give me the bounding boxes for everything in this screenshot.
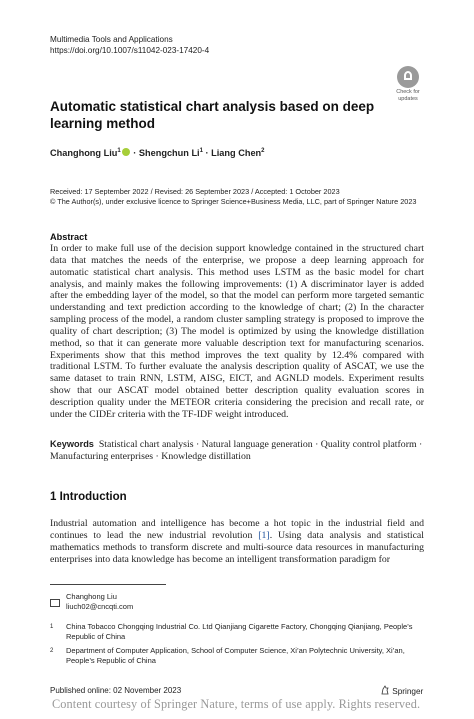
article-history: [50, 187, 416, 207]
badge-line2: updates: [398, 96, 418, 102]
published-date: Published online: 02 November 2023: [50, 686, 182, 695]
citation-link[interactable]: [1]: [258, 529, 270, 541]
keywords-block: [50, 439, 424, 463]
keywords-label: Keywords: [50, 439, 94, 449]
introduction-heading: 1 Introduction: [50, 491, 127, 503]
courtesy-notice: Content courtesy of Springer Nature, terms of use apply. Rights reserved.: [52, 697, 421, 711]
copyright-line: © The Author(s), under exclusive licence to Springer Science+Business Media, LLC, part of Springer Nature 2023: [50, 197, 417, 206]
envelope-icon: [50, 594, 66, 612]
keywords-text: Statistical chart analysis · Natural language generation · Quality control platform · Manufacturing enterprises · Knowledge distillation: [50, 439, 423, 462]
author-name[interactable]: Changhong Liu: [50, 148, 118, 159]
footnote-text: Department of Computer Application, School of Computer Science, Xi’an Polytechnic University, Xi’an, People’s Republic of China: [66, 646, 405, 665]
springer-horse-icon: [380, 685, 390, 695]
abstract-text: In order to make full use of the decision support knowledge contained in the structured chart data that matches the needs of the enterprise, we propose a deep learning approach for automatic statistical chart analysis. This method uses LSTM as the basic model for chart analysis, and mainly makes the following improvements: (1) A discriminator layer is added after the embedding layer of the model, so that the model can perform more targeted semantic understanding and text prediction according to the knowledge of chart; (2) In the character sampling process of the model, a random cluster sampling strategy is proposed to improve the quality of chart description; (3) The model is optimized by using the knowledge distillation method, so that it can generate more valuable description text for manufacturing scenarios. Experiments show that this method improves the text quality by 12.4% compared with traditional LSTM. To further evaluate the analysis description quality of ASCAT, we use the same dataset to train RNN, LSTM, AISG, EICT, and AGNLD models. Experiment results show that our ASCAT model obtained better description quality evaluation scores in description quality under the METEOR criteria considering the precision and recall rate, or under the CIDEr criteria with the TF-IDF weight introduced.: [50, 243, 424, 420]
author-separator: ·: [202, 148, 212, 159]
orcid-icon[interactable]: [122, 148, 130, 156]
journal-header: [50, 34, 209, 56]
footnote-text: China Tobacco Chongqing Industrial Co. Ltd Qianjiang Cigarette Factory, Chongqing Qianjiang, People’s Republic of China: [66, 622, 413, 641]
footnote-divider: [50, 584, 166, 585]
doi-link[interactable]: https://doi.org/10.1007/s11042-023-17420-4: [50, 46, 210, 55]
introduction-text: [50, 518, 424, 566]
affiliation-marker: 1: [117, 148, 121, 154]
footnote-number: 2: [50, 648, 54, 654]
contact-name: Changhong Liu: [66, 592, 117, 601]
journal-name: Multimedia Tools and Applications: [50, 35, 173, 44]
badge-line1: Check for: [396, 89, 420, 95]
abstract-heading: Abstract: [50, 232, 88, 242]
author-separator: ·: [130, 148, 139, 159]
affiliation-marker: 1: [199, 148, 203, 154]
author-list: [50, 148, 265, 158]
publisher-name: Springer: [392, 687, 424, 696]
contact-email[interactable]: liuch02@cncqti.com: [66, 602, 134, 611]
footnote-number: 1: [50, 624, 54, 630]
check-for-updates-icon: [397, 66, 419, 88]
affiliation-marker: 2: [261, 148, 265, 154]
intro-text-part: . Using data analysis and statistical mathematics methods to transform discrete and multi-source data resources in manufacturing enterprises into data knowledge has become an intelligent transformation paradigm for: [50, 529, 424, 565]
paper-title: Automatic statistical chart analysis based on deep learning method: [50, 99, 375, 131]
author-name[interactable]: Shengchun Li: [138, 148, 200, 159]
author-name[interactable]: Liang Chen: [211, 148, 262, 159]
check-for-updates-badge[interactable]: [393, 66, 423, 102]
intro-text-part: Industrial automation and intelligence has become a hot topic in the industrial field and continues to lead the new industrial revolution: [50, 518, 424, 541]
corresponding-author: [66, 592, 133, 612]
dates-line: Received: 17 September 2022 / Revised: 26 September 2023 / Accepted: 1 October 2023: [50, 187, 340, 196]
publisher-logo: [380, 685, 423, 696]
